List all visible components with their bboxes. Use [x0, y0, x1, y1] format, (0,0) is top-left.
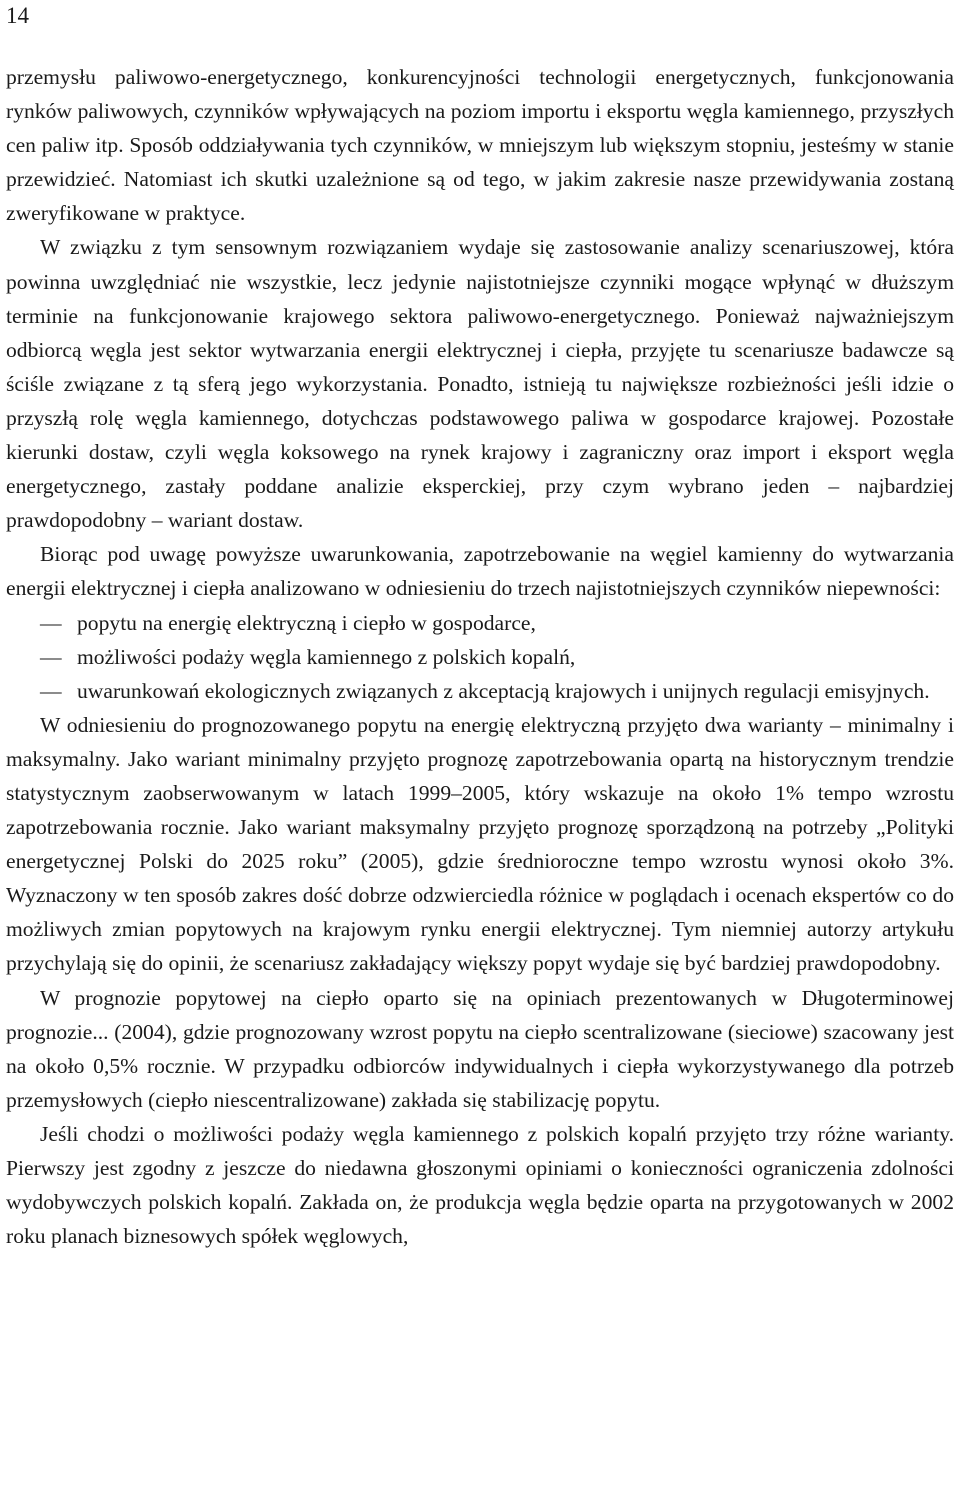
paragraph: Jeśli chodzi o możliwości podaży węgla kamiennego z polskich kopalń przyjęto trzy różne warianty. Pierwszy jest zgodny z jeszcze do niedawna głoszonymi opiniami o konieczności ograniczenia zdolności wydobywczych polskich kopalń. Zakłada on, że produkcja węgla będzie oparta na przygotowanych w 2002 roku planach biznesowych spółek węglowych, [6, 1121, 954, 1249]
list-item [6, 674, 954, 708]
list-item [6, 640, 954, 674]
list-item [6, 606, 954, 640]
paragraph: przemysłu paliwowo-energetycznego, konkurencyjności technologii energetycznych, funkcjonowania rynków paliwowych, czynników wpływających na poziom importu i eksportu węgla kamiennego, przyszłych cen paliw itp. Sposób oddziaływania tych czynników, w mniejszym lub większym stopniu, jesteśmy w stanie przewidzieć. Natomiast ich skutki uzależnione są od tego, w jakim zakresie nasze przewidywania zostaną zweryfikowane w praktyce. [6, 65, 954, 226]
bullet-list [6, 606, 954, 708]
document-body [6, 60, 954, 1253]
list-item-text: popytu na energię elektryczną i ciepło w gospodarce, [77, 610, 536, 635]
dash-marker: — [40, 678, 62, 703]
paragraph: W odniesieniu do prognozowanego popytu na energię elektryczną przyjęto dwa warianty – minimalny i maksymalny. Jako wariant minimalny przyjęto prognozę zapotrzebowania opartą na historycznym trendzie statystycznym zaobserwowanym w latach 1999–2005, który wskazuje na około 1% tempo wzrostu zapotrzebowania rocznie. Jako wariant maksymalny przyjęto prognozę sporządzoną na potrzeby „Polityki energetycznej Polski do 2025 roku” (2005), gdzie średnioroczne tempo wzrostu wynosi około 3%. Wyznaczony w ten sposób zakres dość dobrze odzwierciedla różnice w poglądach i ocenach ekspertów co do możliwych zmian popytowych na krajowym rynku energii elektrycznej. Tym niemniej autorzy artykułu przychylają się do opinii, że scenariusz zakładający większy popyt wydaje się być bardziej prawdopodobny. [6, 712, 954, 976]
page-number: 14 [6, 3, 29, 28]
dash-marker: — [40, 610, 62, 635]
dash-marker: — [40, 644, 62, 669]
list-item-text: uwarunkowań ekologicznych związanych z akceptacją krajowych i unijnych regulacji emisyjnych. [77, 678, 930, 703]
paragraph: W prognozie popytowej na ciepło oparto się na opiniach prezentowanych w Długoterminowej prognozie... (2004), gdzie prognozowany wzrost popytu na ciepło scentralizowane (sieciowe) szacowany jest na około 0,5% rocznie. W przypadku odbiorców indywidualnych i ciepła wykorzystywanego dla potrzeb przemysłowych (ciepło niescentralizowane) zakłada się stabilizację popytu. [6, 985, 954, 1112]
paragraph: W związku z tym sensownym rozwiązaniem wydaje się zastosowanie analizy scenariuszowej, która powinna uwzględniać nie wszystkie, lecz jedynie najistotniejsze czynniki mogące wpłynąć w dłuższym terminie na funkcjonowanie krajowego sektora paliwowo-energetycznego. Ponieważ najważniejszym odbiorcą węgla jest sektor wytwarzania energii elektrycznej i ciepła, przyjęte tu scenariusze badawcze są ściśle związane z tą sferą jego wykorzystania. Ponadto, istnieją tu największe rozbieżności jeśli idzie o przyszłą rolę węgla kamiennego, dotychczas podstawowego paliwa w gospodarce krajowej. Pozostałe kierunki dostaw, czyli węgla koksowego na rynek krajowy i zagraniczny oraz import i eksport węgla energetycznego, zastały poddane analizie eksperckiej, przy czym wybrano jeden – najbardziej prawdopodobny – wariant dostaw. [6, 235, 954, 533]
list-item-text: możliwości podaży węgla kamiennego z polskich kopalń, [77, 644, 576, 669]
paragraph: Biorąc pod uwagę powyższe uwarunkowania, zapotrzebowanie na węgiel kamienny do wytwarzania energii elektrycznej i ciepła analizowano w odniesieniu do trzech najistotniejszych czynników niepewności: [6, 542, 954, 601]
